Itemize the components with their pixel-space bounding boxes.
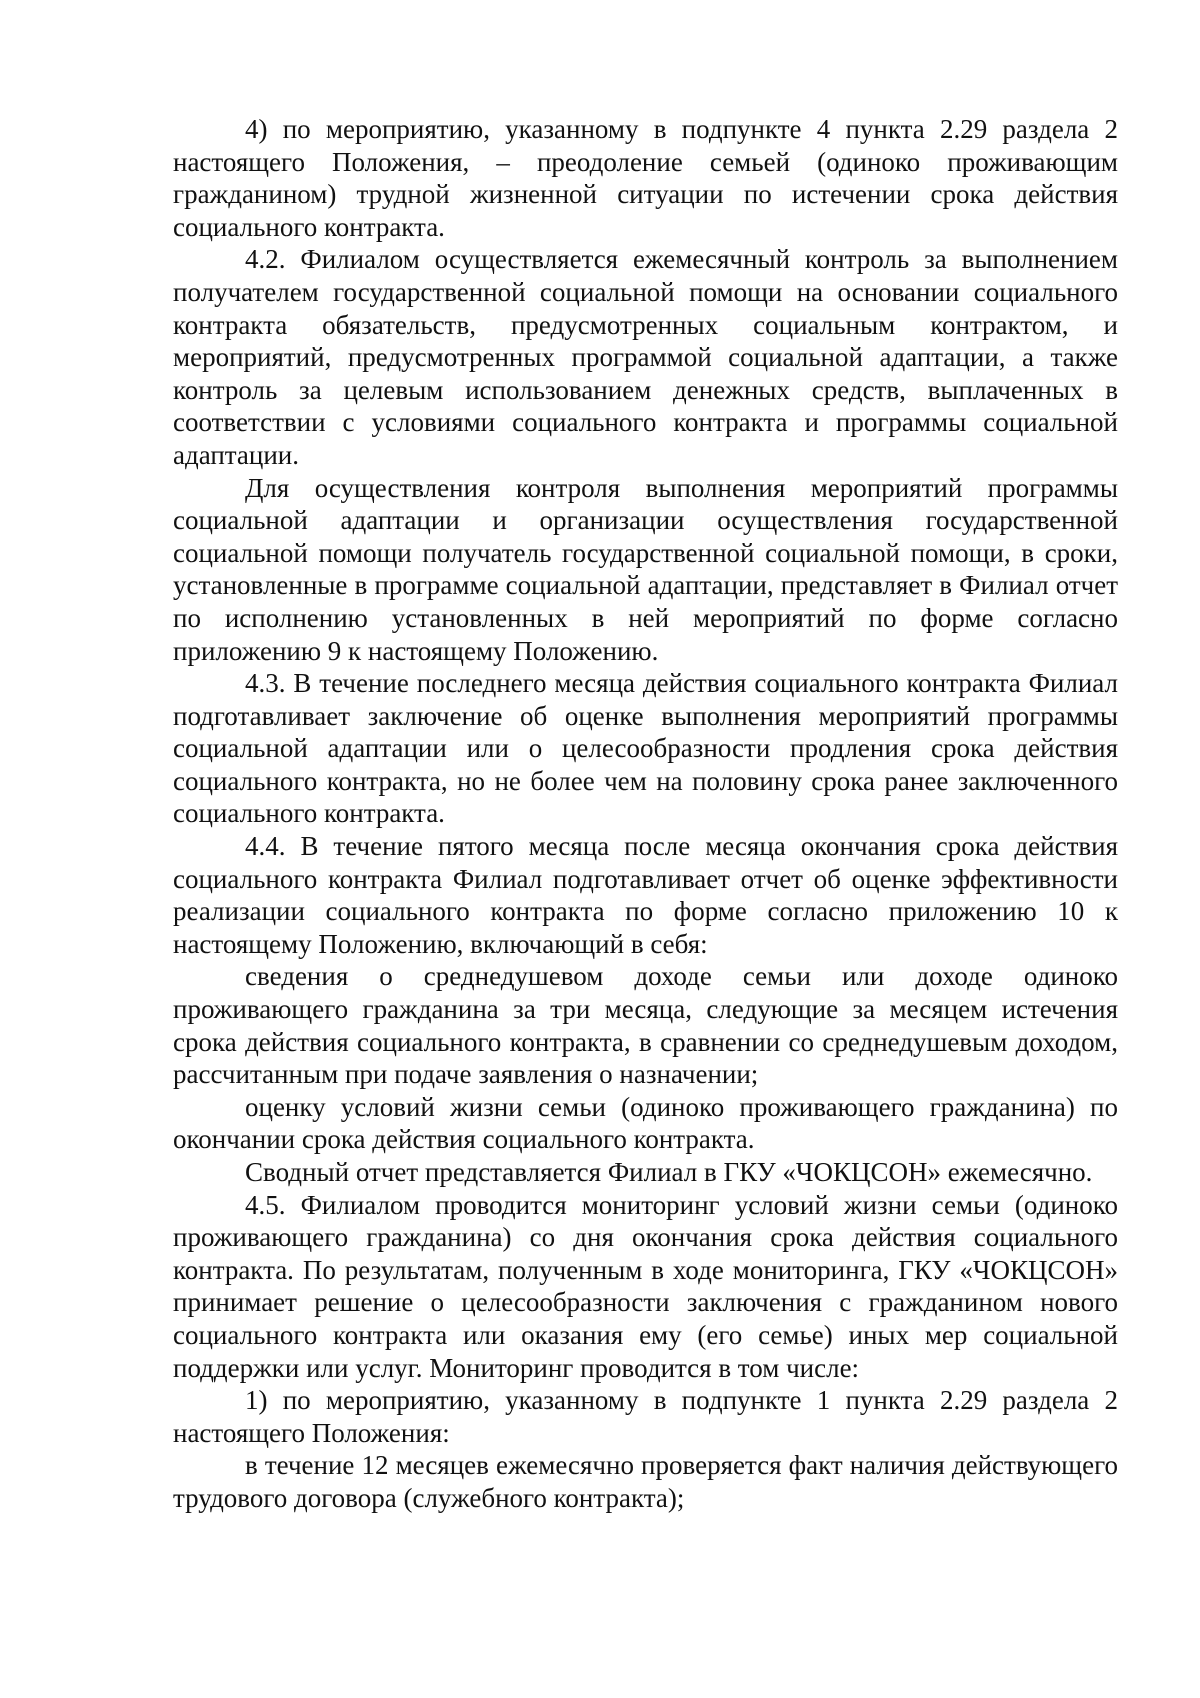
- paragraph-4-5: 4.5. Филиалом проводится мониторинг условий жизни семьи (одиноко проживающего гражданина) со дня окончания срока действия социального контракта. По результатам, полученным в ходе мониторинга, ГКУ «ЧОКЦСОН» принимает решение о целесообразности заключения с гражданином нового социального контракта или оказания ему (его семье) иных мер социальной поддержки или услуг. Мониторинг проводится в том числе:: [173, 1189, 1118, 1383]
- document-page: [173, 113, 1118, 1515]
- paragraph-4-4: 4.4. В течение пятого месяца после месяца окончания срока действия социального контракта Филиал подготавливает отчет об оценке эффективности реализации социального контракта по форме согласно приложению 10 к настоящему Положению, включающий в себя:: [173, 831, 1118, 959]
- paragraph-summary-report: Сводный отчет представляется Филиал в ГКУ «ЧОКЦСОН» ежемесячно.: [245, 1157, 1093, 1187]
- paragraph-living-conditions: оценку условий жизни семьи (одиноко проживающего гражданина) по окончании срока действия социального контракта.: [173, 1091, 1118, 1155]
- paragraph-income-info: сведения о среднедушевом доходе семьи или доходе одиноко проживающего гражданина за три месяца, следующие за месяцем истечения срока действия социального контракта, в сравнении со среднедушевым доходом, рассчитанным при подаче заявления о назначении;: [173, 961, 1118, 1090]
- paragraph-4-2: 4.2. Филиалом осуществляется ежемесячный контроль за выполнением получателем государственной социальной помощи на основании социального контракта обязательств, предусмотренных социальным контрактом, и мероприятий, предусмотренных программой социальной адаптации, а также контроль за целевым использованием денежных средств, выплаченных в соответствии с условиями социального контракта и программы социальной адаптации.: [173, 244, 1118, 470]
- paragraph-control-report: Для осуществления контроля выполнения мероприятий программы социальной адаптации и организации осуществления государственной социальной помощи получатель государственной социальной помощи, в сроки, установленные в программе социальной адаптации, представляет в Филиал отчет по исполнению установленных в ней мероприятий по форме согласно приложению 9 к настоящему Положению.: [173, 472, 1118, 666]
- paragraph-4-3: 4.3. В течение последнего месяца действия социального контракта Филиал подготавливает заключение об оценке выполнения мероприятий программы социальной адаптации или о целесообразности продления срока действия социального контракта, но не более чем на половину срока ранее заключенного социального контракта.: [173, 668, 1118, 829]
- paragraph-4-monitoring-item-4: 4) по мероприятию, указанному в подпункте 4 пункта 2.29 раздела 2 настоящего Положения, – преодоление семьей (одиноко проживающим гражданином) трудной жизненной ситуации по истечении срока действия социального контракта.: [173, 114, 1118, 242]
- paragraph-monitoring-item-1: 1) по мероприятию, указанному в подпункте 1 пункта 2.29 раздела 2 настоящего Положения:: [173, 1385, 1118, 1448]
- paragraph-employment-check: в течение 12 месяцев ежемесячно проверяется факт наличия действующего трудового договора (служебного контракта);: [173, 1450, 1118, 1513]
